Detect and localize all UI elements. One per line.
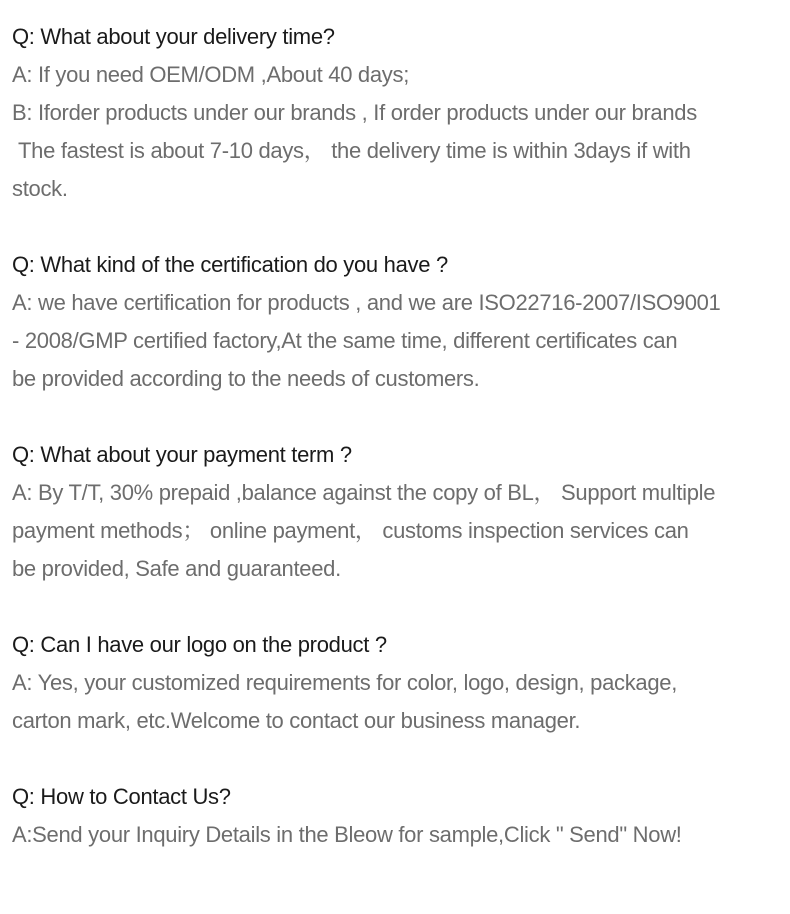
faq-question: Q: What about your delivery time? bbox=[12, 24, 335, 49]
faq-section bbox=[12, 18, 786, 892]
answer-line: carton mark, etc.Welcome to contact our business manager. bbox=[12, 708, 581, 733]
faq-answer bbox=[12, 474, 786, 588]
answer-line: be provided according to the needs of customers. bbox=[12, 366, 480, 391]
answer-line: - 2008/GMP certified factory,At the same time, different certificates can bbox=[12, 328, 678, 353]
faq-item-logo bbox=[12, 626, 786, 740]
faq-item-contact bbox=[12, 778, 786, 854]
answer-line: A: we have certification for products , and we are ISO22716-2007/ISO9001 bbox=[12, 290, 721, 315]
faq-item-delivery-time bbox=[12, 18, 786, 208]
faq-question: Q: What kind of the certification do you have ? bbox=[12, 252, 448, 277]
faq-answer bbox=[12, 816, 786, 854]
faq-item-certification bbox=[12, 246, 786, 398]
faq-question: Q: What about your payment term ? bbox=[12, 442, 352, 467]
answer-line: B: Iforder products under our brands , If order products under our brands bbox=[12, 100, 697, 125]
answer-line: A: Yes, your customized requirements for color, logo, design, package, bbox=[12, 670, 678, 695]
faq-question: Q: How to Contact Us? bbox=[12, 784, 231, 809]
faq-answer bbox=[12, 664, 786, 740]
faq-answer bbox=[12, 284, 786, 398]
answer-line: A: By T/T, 30% prepaid ,balance against the copy of BL， Support multiple bbox=[12, 480, 716, 505]
faq-question: Q: Can I have our logo on the product ? bbox=[12, 632, 387, 657]
answer-line: The fastest is about 7-10 days， the delivery time is within 3days if with bbox=[18, 138, 691, 163]
answer-line: payment methods； online payment， customs inspection services can bbox=[12, 518, 689, 543]
answer-line: A:Send your Inquiry Details in the Bleow for sample,Click " Send" Now! bbox=[12, 822, 682, 847]
answer-line: stock. bbox=[12, 176, 68, 201]
faq-answer bbox=[12, 56, 786, 208]
answer-line: be provided, Safe and guaranteed. bbox=[12, 556, 341, 581]
faq-item-payment-term bbox=[12, 436, 786, 588]
answer-line: A: If you need OEM/ODM ,About 40 days; bbox=[12, 62, 410, 87]
